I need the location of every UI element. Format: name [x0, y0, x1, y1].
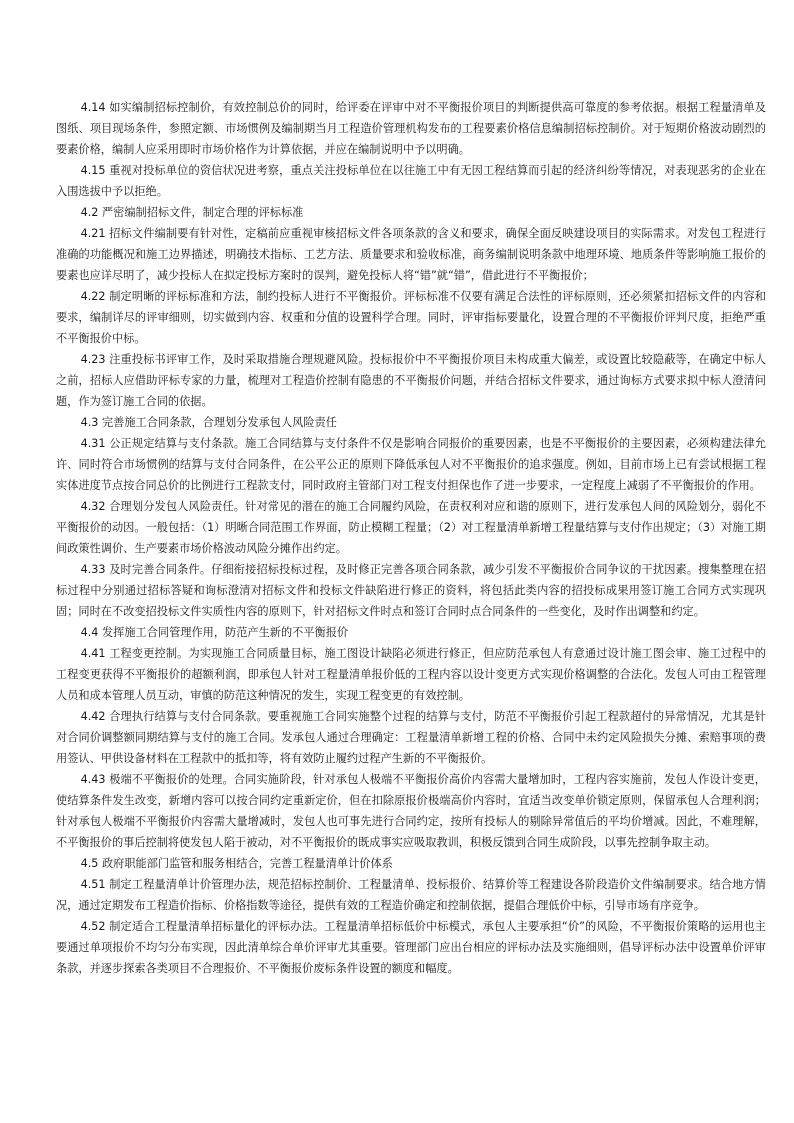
section-heading-4-5: 4.5 政府职能部门监管和服务相结合，完善工程量清单计价体系 — [80, 857, 393, 870]
paragraph-4-23: 4.23 注重投标书评审工作，及时采取措施合理规避风险。投标报价中不平衡报价项目未构成重大偏差，或设置比较隐蔽等，在确定中标人之前，招标人应借助评标专家的力量，梳理对工程造价控制有隐患的不平衡报价问题，并结合招标文件要求，通过询标方式要求拟中标人澄清问题，作为签订施工合同的依据。 — [56, 353, 766, 408]
paragraph-4-41: 4.41 工程变更控制。为实现施工合同质量目标，施工图设计缺陷必须进行修正，但应防范承包人有意通过设计施工图会审、施工过程中的工程变更获得不平衡报价的超额利润，即承包人针对工程量清单报价低的工程内容以设计变更方式实现价格调整的合法化。发包人可由工程管理人员和成本管理人员互动，审慎的防范这种情况的发生，实现工程变更的有效控制。 — [56, 647, 766, 702]
paragraph-4-42: 4.42 合理执行结算与支付合同条款。要重视施工合同实施整个过程的结算与支付，防范不平衡报价引起工程款超付的异常情况，尤其是针对合同价调整额同期结算与支付的施工合同。发承包人通过合理确定：工程量清单新增工程的价格、合同中未约定风险损失分摊、索赔事项的费用签认、甲供设备材料在工程款中的抵扣等，将有效防止履约过程产生新的不平衡报价。 — [56, 710, 766, 765]
paragraph-4-31: 4.31 公正规定结算与支付条款。施工合同结算与支付条件不仅是影响合同报价的重要因素，也是不平衡报价的主要因素，必须构建法律允许、同时符合市场惯例的结算与支付合同条件，在公平公正的原则下降低承包人对不平衡报价的追求强度。例如，目前市场上已有尝试根据工程实体进度节点按合同总价的比例进行工程款支付，同时政府主管部门对工程支付担保也作了进一步要求，一定程度上减弱了不平衡报价的作用。 — [56, 437, 766, 492]
paragraph-4-52: 4.52 制定适合工程量清单招标量化的评标办法。工程量清单招标低价中标模式，承包人主要承担“价”的风险，不平衡报价策略的运用也主要通过单项报价不均匀分布实现，因此清单综合单价评审尤其重要。管理部门应出台相应的评标办法及实施细则，倡导评标办法中设置单价评审条款，并逐步探索各类项目不合理报价、不平衡报价废标条件设置的额度和幅度。 — [56, 920, 766, 975]
paragraph-4-15: 4.15 重视对投标单位的资信状况进考察，重点关注投标单位在以往施工中有无因工程结算而引起的经济纠纷等情况，对表现恶劣的企业在入围选拔中予以拒绝。 — [56, 164, 766, 198]
paragraph-4-51: 4.51 制定工程量清单计价管理办法，规范招标控制价、工程量清单、投标报价、结算价等工程建设各阶段造价文件编制要求。结合地方情况，通过定期发布工程造价指标、价格指数等途径，提供有效的工程造价确定和控制依据，提倡合理低价中标，引导市场有序竞争。 — [56, 878, 766, 912]
paragraph-4-43: 4.43 极端不平衡报价的处理。合同实施阶段，针对承包人极端不平衡报价高价内容需大量增加时，工程内容实施前，发包人作设计变更，使结算条件发生改变，新增内容可以按合同约定重新定价，但在扣除原报价极端高价内容时，宜适当改变单价锁定原则，保留承包人合理利润；针对承包人极端不平衡报价内容需大量增减时，发包人也可事先进行合同约定，按所有投标人的剔除异常值后的平均价增减。因此，不难理解，不平衡报价的事后控制将使发包人陷于被动，对不平衡报价的既成事实应吸取教训，积极反馈到合同生成阶段，以事先控制争取主动。 — [56, 773, 766, 849]
section-heading-4-3: 4.3 完善施工合同条款，合理划分发承包人风险责任 — [80, 416, 337, 429]
paragraph-4-21: 4.21 招标文件编制要有针对性，定稿前应重视审核招标文件各项条款的含义和要求，确保全面反映建设项目的实际需求。对发包工程进行准确的功能概况和施工边界描述，明确技术指标、工艺方法、质量要求和验收标准，商务编制说明条款中地理环境、地质条件等影响施工报价的要素也应详尽明了，减少投标人在拟定投标方案时的误判，避免投标人将“错”就“错”，借此进行不平衡报价； — [56, 227, 766, 282]
document-body — [56, 97, 766, 979]
paragraph-4-32: 4.32 合理划分发包人风险责任。针对常见的潜在的施工合同履约风险，在责权利对应和谐的原则下，进行发承包人间的风险划分，弱化不平衡报价的动因。一般包括：（1）明晰合同范围工作界面，防止模糊工程量；（2）对工程量清单新增工程量结算与支付作出规定；（3）对施工期间政策性调价、生产要素市场价格波动风险分摊作出约定。 — [56, 500, 766, 555]
paragraph-4-14: 4.14 如实编制招标控制价，有效控制总价的同时，给评委在评审中对不平衡报价项目的判断提供高可靠度的参考依据。根据工程量清单及图纸、项目现场条件，参照定额、市场惯例及编制期当月工程造价管理机构发布的工程要素价格信息编制招标控制价。对于短期价格波动剧烈的要素价格，编制人应采用即时市场价格作为计算依据，并应在编制说明中予以明确。 — [56, 101, 766, 156]
section-heading-4-4: 4.4 发挥施工合同管理作用，防范产生新的不平衡报价 — [80, 626, 349, 639]
paragraph-4-22: 4.22 制定明晰的评标标准和方法，制约投标人进行不平衡报价。评标标准不仅要有满足合法性的评标原则，还必须紧扣招标文件的内容和要求，编制详尽的评审细则，切实做到内容、权重和分值的设置科学合理。同时，评审指标要量化，设置合理的不平衡报价评判尺度，拒绝严重不平衡报价中标。 — [56, 290, 766, 345]
paragraph-4-33: 4.33 及时完善合同条件。仔细衔接招标投标过程，及时修正完善各项合同条款，减少引发不平衡报价合同争议的干扰因素。搜集整理在招标过程中分别通过招标答疑和询标澄清对招标文件和投标文件缺陷进行修正的资料，将包括此类内容的招投标成果用签订施工合同方式实现巩固；同时在不改变招投标文件实质性内容的原则下，针对招标文件时点和签订合同时点合同条件的一些变化，及时作出调整和约定。 — [56, 563, 766, 618]
section-heading-4-2: 4.2 严密编制招标文件，制定合理的评标标准 — [80, 206, 304, 219]
